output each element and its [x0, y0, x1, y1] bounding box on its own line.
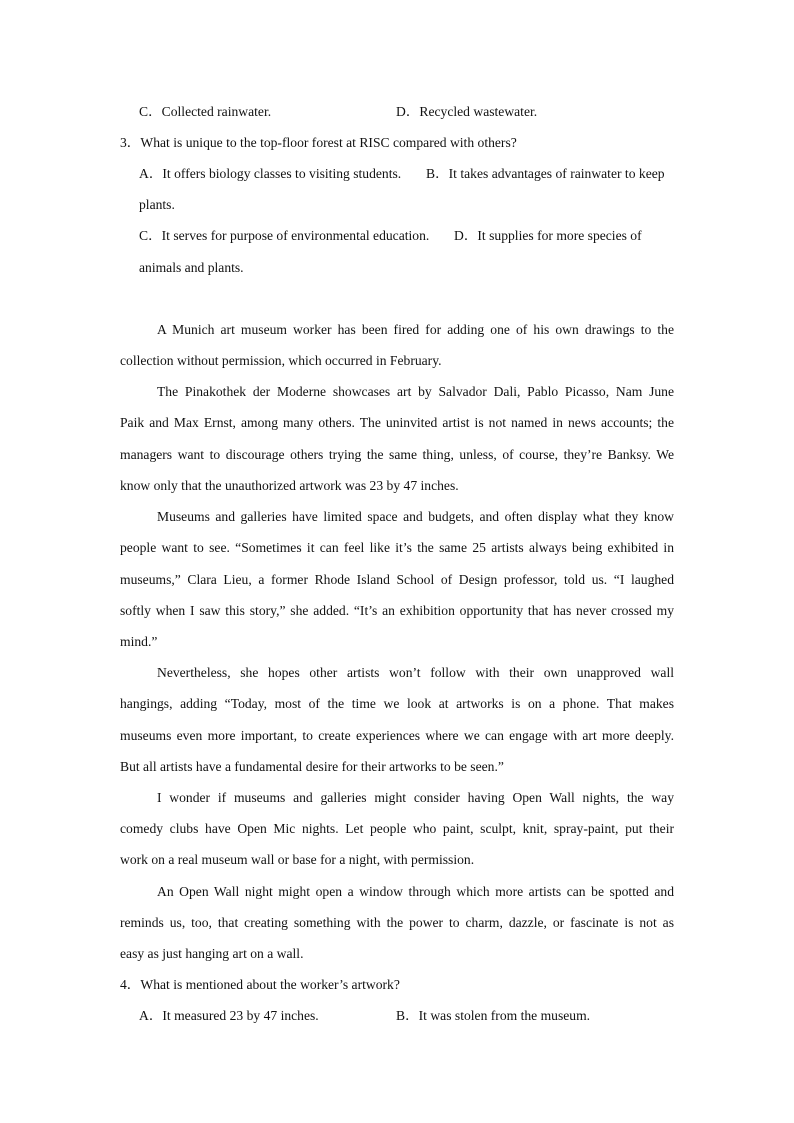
q4-option-b: B．It was stolen from the museum. [396, 1008, 591, 1023]
passage-p6-line2: reminds us, too, that creating something with the power to charm, dazzle, or fascinate is not as [120, 915, 674, 930]
q4-question: 4．What is mentioned about the worker’s artwork? [120, 977, 400, 992]
passage-p2-line3: managers want to discourage others trying the same thing, unless, of course, they’re Banksy. We [120, 447, 674, 462]
q2-option-d: D．Recycled wastewater. [396, 104, 538, 119]
q3-option-d-cont: animals and plants. [139, 260, 244, 275]
q3-option-d: D．It supplies for more species of [454, 228, 642, 243]
passage-p2-line2: Paik and Max Ernst, among many others. The uninvited artist is not named in news accounts; the [120, 415, 674, 430]
q3-option-b-cont: plants. [139, 197, 175, 212]
passage-p6-line1: An Open Wall night might open a window through which more artists can be spotted and [157, 884, 674, 899]
passage-p2-line1: The Pinakothek der Moderne showcases art by Salvador Dali, Pablo Picasso, Nam June [157, 384, 674, 399]
passage-p4-line3: museums even more important, to create experiences where we can engage with art more deeply. [120, 728, 674, 743]
passage-p3-line5: mind.” [120, 634, 158, 649]
passage-p2-line4: know only that the unauthorized artwork was 23 by 47 inches. [120, 478, 459, 493]
passage-p6-line3: easy as just hanging art on a wall. [120, 946, 304, 961]
passage-p4-line2: hangings, adding “Today, most of the time we look at artworks is on a phone. That makes [120, 696, 674, 711]
q4-option-a: A．It measured 23 by 47 inches. [139, 1008, 319, 1023]
passage-p3-line2: people want to see. “Sometimes it can feel like it’s the same 25 artists always being exhibited in [120, 540, 674, 555]
passage-p3-line3: museums,” Clara Lieu, a former Rhode Island School of Design professor, told us. “I laughed [120, 572, 674, 587]
passage-p3-line4: softly when I saw this story,” she added. “It’s an exhibition opportunity that has never crossed my [120, 603, 674, 618]
passage-p1-line1: A Munich art museum worker has been fired for adding one of his own drawings to the [157, 322, 674, 337]
passage-p5-line2: comedy clubs have Open Mic nights. Let people who paint, sculpt, knit, spray-paint, put their [120, 821, 674, 836]
passage-p4-line1: Nevertheless, she hopes other artists won’t follow with their own unapproved wall [157, 665, 674, 680]
passage-p1-line2: collection without permission, which occurred in February. [120, 353, 442, 368]
q2-option-c: C．Collected rainwater. [139, 104, 272, 119]
q3-option-b: B．It takes advantages of rainwater to keep [426, 166, 665, 181]
passage-p5-line3: work on a real museum wall or base for a night, with permission. [120, 852, 475, 867]
passage-p4-line4: But all artists have a fundamental desire for their artworks to be seen.” [120, 759, 504, 774]
q3-option-a: A．It offers biology classes to visiting students. [139, 166, 402, 181]
q3-option-c: C．It serves for purpose of environmental education. [139, 228, 430, 243]
q3-question: 3．What is unique to the top-floor forest at RISC compared with others? [120, 135, 517, 150]
passage-p5-line1: I wonder if museums and galleries might consider having Open Wall nights, the way [157, 790, 674, 805]
passage-p3-line1: Museums and galleries have limited space and budgets, and often display what they know [157, 509, 674, 524]
